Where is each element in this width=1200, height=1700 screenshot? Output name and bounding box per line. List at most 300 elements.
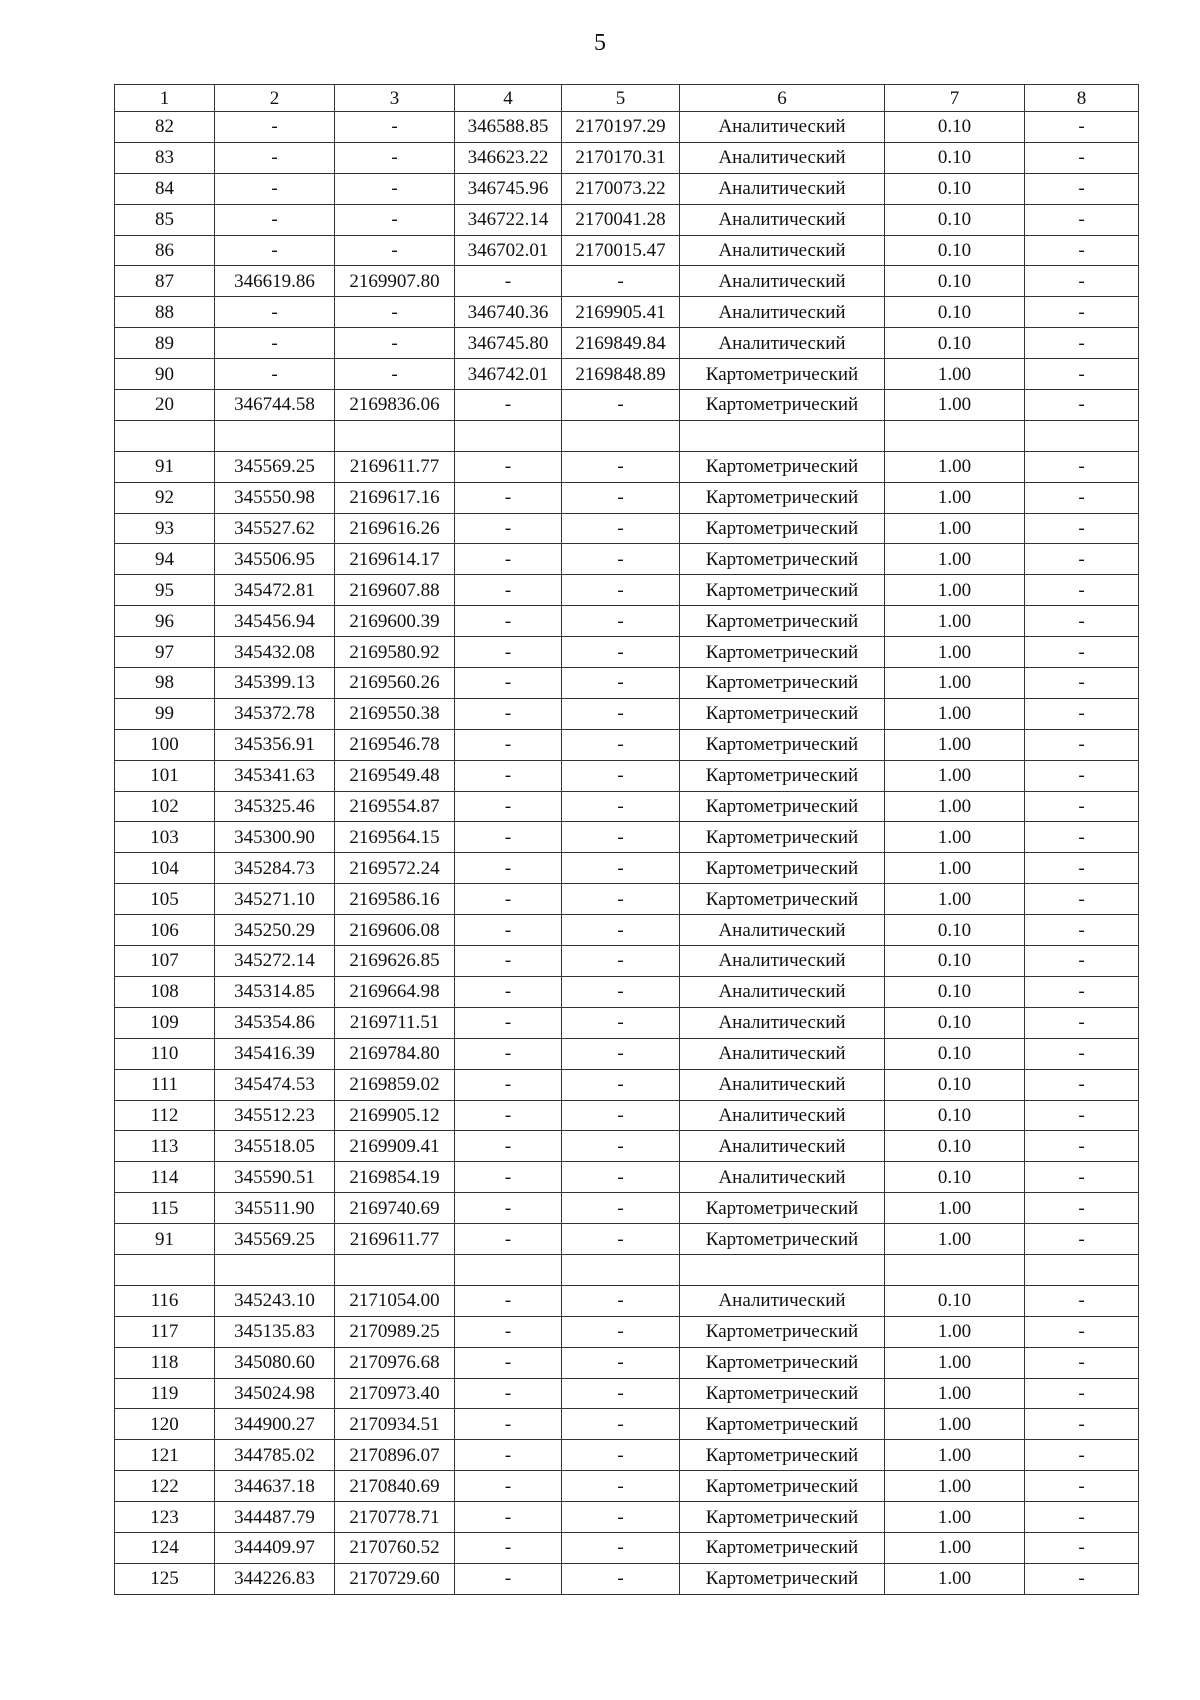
accuracy-cell: 1.00 xyxy=(885,668,1025,699)
note-cell: - xyxy=(1025,1378,1139,1409)
y-coord-cell: 2169554.87 xyxy=(335,791,455,822)
y-coord-alt-cell: - xyxy=(562,575,680,606)
accuracy-cell: 0.10 xyxy=(885,1069,1025,1100)
y-coord-alt-cell: - xyxy=(562,884,680,915)
y-coord-cell: 2169611.77 xyxy=(335,1224,455,1255)
y-coord-cell xyxy=(335,1254,455,1285)
accuracy-cell: 1.00 xyxy=(885,575,1025,606)
point-number-cell: 113 xyxy=(115,1131,215,1162)
x-coord-alt-cell: - xyxy=(455,606,562,637)
method-cell: Картометрический xyxy=(680,853,885,884)
note-cell: - xyxy=(1025,266,1139,297)
y-coord-alt-cell: - xyxy=(562,451,680,482)
point-number-cell xyxy=(115,420,215,451)
x-coord-alt-cell: 346745.96 xyxy=(455,173,562,204)
x-coord-alt-cell: - xyxy=(455,1347,562,1378)
y-coord-cell: 2169611.77 xyxy=(335,451,455,482)
x-coord-alt-cell: - xyxy=(455,513,562,544)
x-coord-alt-cell: - xyxy=(455,1409,562,1440)
table-row xyxy=(115,204,1139,235)
point-number-cell: 106 xyxy=(115,915,215,946)
y-coord-alt-cell: - xyxy=(562,1316,680,1347)
x-coord-cell xyxy=(215,1254,335,1285)
method-cell: Картометрический xyxy=(680,482,885,513)
y-coord-cell: 2169854.19 xyxy=(335,1162,455,1193)
y-coord-cell: 2169550.38 xyxy=(335,698,455,729)
method-cell: Аналитический xyxy=(680,1131,885,1162)
y-coord-alt-cell: 2170170.31 xyxy=(562,142,680,173)
point-number-cell: 125 xyxy=(115,1563,215,1594)
accuracy-cell: 1.00 xyxy=(885,1316,1025,1347)
y-coord-alt-cell: - xyxy=(562,390,680,421)
point-number-cell: 90 xyxy=(115,359,215,390)
point-number-cell: 115 xyxy=(115,1193,215,1224)
y-coord-alt-cell: - xyxy=(562,1532,680,1563)
point-number-cell: 20 xyxy=(115,390,215,421)
y-coord-cell: 2169616.26 xyxy=(335,513,455,544)
accuracy-cell: 0.10 xyxy=(885,204,1025,235)
x-coord-alt-cell: - xyxy=(455,1162,562,1193)
y-coord-alt-cell: - xyxy=(562,1347,680,1378)
method-cell: Аналитический xyxy=(680,173,885,204)
x-coord-alt-cell: - xyxy=(455,729,562,760)
accuracy-cell: 1.00 xyxy=(885,359,1025,390)
point-number-cell: 124 xyxy=(115,1532,215,1563)
method-cell: Картометрический xyxy=(680,698,885,729)
x-coord-cell: - xyxy=(215,204,335,235)
note-cell: - xyxy=(1025,946,1139,977)
method-cell: Аналитический xyxy=(680,1069,885,1100)
method-cell: Картометрический xyxy=(680,544,885,575)
y-coord-alt-cell: 2169905.41 xyxy=(562,297,680,328)
x-coord-alt-cell: - xyxy=(455,760,562,791)
table-body xyxy=(115,112,1139,1595)
method-cell: Аналитический xyxy=(680,1162,885,1193)
x-coord-alt-cell: 346623.22 xyxy=(455,142,562,173)
accuracy-cell: 0.10 xyxy=(885,915,1025,946)
table-row xyxy=(115,606,1139,637)
column-header-3: 3 xyxy=(335,85,455,112)
accuracy-cell: 1.00 xyxy=(885,606,1025,637)
y-coord-cell: - xyxy=(335,204,455,235)
point-number-cell xyxy=(115,1254,215,1285)
method-cell: Картометрический xyxy=(680,884,885,915)
method-cell: Аналитический xyxy=(680,1285,885,1316)
note-cell: - xyxy=(1025,1502,1139,1533)
y-coord-alt-cell: 2170015.47 xyxy=(562,235,680,266)
point-number-cell: 94 xyxy=(115,544,215,575)
method-cell: Аналитический xyxy=(680,204,885,235)
x-coord-cell: - xyxy=(215,235,335,266)
y-coord-cell: - xyxy=(335,112,455,143)
x-coord-cell: 345432.08 xyxy=(215,637,335,668)
x-coord-alt-cell: 346745.80 xyxy=(455,328,562,359)
point-number-cell: 111 xyxy=(115,1069,215,1100)
accuracy-cell: 0.10 xyxy=(885,1007,1025,1038)
table-row xyxy=(115,235,1139,266)
point-number-cell: 103 xyxy=(115,822,215,853)
note-cell xyxy=(1025,420,1139,451)
method-cell: Аналитический xyxy=(680,266,885,297)
accuracy-cell: 0.10 xyxy=(885,112,1025,143)
x-coord-cell: 345272.14 xyxy=(215,946,335,977)
point-number-cell: 121 xyxy=(115,1440,215,1471)
point-number-cell: 99 xyxy=(115,698,215,729)
x-coord-cell: 345550.98 xyxy=(215,482,335,513)
point-number-cell: 108 xyxy=(115,976,215,1007)
table-row xyxy=(115,976,1139,1007)
accuracy-cell: 0.10 xyxy=(885,946,1025,977)
y-coord-alt-cell: - xyxy=(562,1193,680,1224)
x-coord-alt-cell: - xyxy=(455,1038,562,1069)
y-coord-cell: 2170760.52 xyxy=(335,1532,455,1563)
point-number-cell: 116 xyxy=(115,1285,215,1316)
point-number-cell: 123 xyxy=(115,1502,215,1533)
table-row xyxy=(115,760,1139,791)
note-cell: - xyxy=(1025,915,1139,946)
accuracy-cell: 1.00 xyxy=(885,637,1025,668)
note-cell: - xyxy=(1025,112,1139,143)
method-cell: Картометрический xyxy=(680,1532,885,1563)
x-coord-alt-cell: 346722.14 xyxy=(455,204,562,235)
note-cell: - xyxy=(1025,822,1139,853)
note-cell: - xyxy=(1025,575,1139,606)
x-coord-alt-cell: - xyxy=(455,637,562,668)
note-cell: - xyxy=(1025,297,1139,328)
note-cell: - xyxy=(1025,791,1139,822)
accuracy-cell: 1.00 xyxy=(885,451,1025,482)
note-cell: - xyxy=(1025,173,1139,204)
x-coord-cell: 345472.81 xyxy=(215,575,335,606)
table-row xyxy=(115,1100,1139,1131)
y-coord-cell: 2169711.51 xyxy=(335,1007,455,1038)
accuracy-cell: 1.00 xyxy=(885,1409,1025,1440)
point-number-cell: 100 xyxy=(115,729,215,760)
y-coord-alt-cell: - xyxy=(562,1069,680,1100)
table-row xyxy=(115,1471,1139,1502)
note-cell: - xyxy=(1025,142,1139,173)
accuracy-cell: 0.10 xyxy=(885,1131,1025,1162)
point-number-cell: 91 xyxy=(115,1224,215,1255)
note-cell: - xyxy=(1025,606,1139,637)
x-coord-cell: 345527.62 xyxy=(215,513,335,544)
x-coord-cell: 345325.46 xyxy=(215,791,335,822)
note-cell: - xyxy=(1025,853,1139,884)
accuracy-cell: 1.00 xyxy=(885,729,1025,760)
table-row xyxy=(115,884,1139,915)
note-cell: - xyxy=(1025,668,1139,699)
x-coord-cell: 344637.18 xyxy=(215,1471,335,1502)
y-coord-cell: 2169617.16 xyxy=(335,482,455,513)
point-number-cell: 105 xyxy=(115,884,215,915)
note-cell: - xyxy=(1025,390,1139,421)
table-row xyxy=(115,1378,1139,1409)
method-cell: Картометрический xyxy=(680,1440,885,1471)
x-coord-cell: 345250.29 xyxy=(215,915,335,946)
y-coord-cell: 2169560.26 xyxy=(335,668,455,699)
y-coord-alt-cell xyxy=(562,1254,680,1285)
method-cell: Картометрический xyxy=(680,760,885,791)
point-number-cell: 91 xyxy=(115,451,215,482)
note-cell: - xyxy=(1025,1316,1139,1347)
point-number-cell: 109 xyxy=(115,1007,215,1038)
method-cell: Аналитический xyxy=(680,1100,885,1131)
table-row xyxy=(115,1131,1139,1162)
x-coord-alt-cell: - xyxy=(455,1131,562,1162)
table-row xyxy=(115,1440,1139,1471)
accuracy-cell: 1.00 xyxy=(885,760,1025,791)
y-coord-cell: 2169606.08 xyxy=(335,915,455,946)
table-row xyxy=(115,915,1139,946)
x-coord-alt-cell: - xyxy=(455,853,562,884)
x-coord-cell: 346619.86 xyxy=(215,266,335,297)
x-coord-cell: 344409.97 xyxy=(215,1532,335,1563)
accuracy-cell: 1.00 xyxy=(885,513,1025,544)
y-coord-alt-cell: - xyxy=(562,1471,680,1502)
method-cell: Картометрический xyxy=(680,1378,885,1409)
x-coord-cell: 345372.78 xyxy=(215,698,335,729)
x-coord-alt-cell: - xyxy=(455,946,562,977)
y-coord-alt-cell: - xyxy=(562,1378,680,1409)
note-cell: - xyxy=(1025,1007,1139,1038)
x-coord-alt-cell: - xyxy=(455,668,562,699)
table-row xyxy=(115,390,1139,421)
table-row xyxy=(115,1007,1139,1038)
y-coord-cell: 2170840.69 xyxy=(335,1471,455,1502)
accuracy-cell: 1.00 xyxy=(885,390,1025,421)
note-cell: - xyxy=(1025,1162,1139,1193)
method-cell: Аналитический xyxy=(680,328,885,359)
method-cell: Аналитический xyxy=(680,1038,885,1069)
x-coord-cell: 345341.63 xyxy=(215,760,335,791)
y-coord-cell: 2169564.15 xyxy=(335,822,455,853)
x-coord-cell: - xyxy=(215,112,335,143)
note-cell: - xyxy=(1025,637,1139,668)
point-number-cell: 107 xyxy=(115,946,215,977)
method-cell: Аналитический xyxy=(680,297,885,328)
note-cell: - xyxy=(1025,451,1139,482)
x-coord-alt-cell: - xyxy=(455,390,562,421)
x-coord-alt-cell: - xyxy=(455,544,562,575)
x-coord-cell: 345271.10 xyxy=(215,884,335,915)
y-coord-alt-cell: - xyxy=(562,1162,680,1193)
x-coord-alt-cell: - xyxy=(455,266,562,297)
x-coord-alt-cell: - xyxy=(455,1471,562,1502)
note-cell: - xyxy=(1025,1100,1139,1131)
column-header-2: 2 xyxy=(215,85,335,112)
x-coord-alt-cell: - xyxy=(455,1193,562,1224)
y-coord-cell: 2169614.17 xyxy=(335,544,455,575)
y-coord-cell: 2169784.80 xyxy=(335,1038,455,1069)
note-cell: - xyxy=(1025,544,1139,575)
accuracy-cell: 1.00 xyxy=(885,1532,1025,1563)
table-row xyxy=(115,1038,1139,1069)
x-coord-cell: 345569.25 xyxy=(215,1224,335,1255)
x-coord-cell: - xyxy=(215,173,335,204)
x-coord-cell: 345456.94 xyxy=(215,606,335,637)
x-coord-cell: 345506.95 xyxy=(215,544,335,575)
y-coord-alt-cell: 2169848.89 xyxy=(562,359,680,390)
method-cell: Картометрический xyxy=(680,729,885,760)
accuracy-cell: 0.10 xyxy=(885,1285,1025,1316)
y-coord-cell: 2170778.71 xyxy=(335,1502,455,1533)
method-cell: Картометрический xyxy=(680,1193,885,1224)
x-coord-alt-cell: - xyxy=(455,976,562,1007)
coordinates-table xyxy=(114,84,1139,1595)
accuracy-cell xyxy=(885,420,1025,451)
accuracy-cell xyxy=(885,1254,1025,1285)
note-cell: - xyxy=(1025,235,1139,266)
y-coord-cell: - xyxy=(335,142,455,173)
method-cell xyxy=(680,1254,885,1285)
accuracy-cell: 0.10 xyxy=(885,142,1025,173)
method-cell: Картометрический xyxy=(680,668,885,699)
note-cell: - xyxy=(1025,1409,1139,1440)
y-coord-alt-cell: - xyxy=(562,482,680,513)
table-row xyxy=(115,297,1139,328)
table-row xyxy=(115,729,1139,760)
y-coord-alt-cell: 2170197.29 xyxy=(562,112,680,143)
x-coord-alt-cell: - xyxy=(455,1532,562,1563)
y-coord-cell: 2169607.88 xyxy=(335,575,455,606)
note-cell: - xyxy=(1025,729,1139,760)
table-row xyxy=(115,173,1139,204)
table-row xyxy=(115,1502,1139,1533)
point-number-cell: 82 xyxy=(115,112,215,143)
note-cell: - xyxy=(1025,1532,1139,1563)
y-coord-alt-cell: - xyxy=(562,1007,680,1038)
y-coord-cell: 2169664.98 xyxy=(335,976,455,1007)
table-row xyxy=(115,142,1139,173)
method-cell: Аналитический xyxy=(680,1007,885,1038)
table-row xyxy=(115,112,1139,143)
y-coord-cell: 2170896.07 xyxy=(335,1440,455,1471)
accuracy-cell: 0.10 xyxy=(885,976,1025,1007)
y-coord-cell xyxy=(335,420,455,451)
x-coord-alt-cell xyxy=(455,1254,562,1285)
point-number-cell: 117 xyxy=(115,1316,215,1347)
y-coord-cell: - xyxy=(335,235,455,266)
x-coord-alt-cell: - xyxy=(455,1502,562,1533)
y-coord-alt-cell: - xyxy=(562,1100,680,1131)
x-coord-alt-cell: - xyxy=(455,482,562,513)
accuracy-cell: 1.00 xyxy=(885,822,1025,853)
table-row xyxy=(115,946,1139,977)
point-number-cell: 92 xyxy=(115,482,215,513)
y-coord-alt-cell: - xyxy=(562,1502,680,1533)
y-coord-alt-cell: - xyxy=(562,1131,680,1162)
table-row xyxy=(115,698,1139,729)
x-coord-cell: 345474.53 xyxy=(215,1069,335,1100)
x-coord-cell: - xyxy=(215,297,335,328)
note-cell: - xyxy=(1025,204,1139,235)
x-coord-cell: 344226.83 xyxy=(215,1563,335,1594)
x-coord-alt-cell: - xyxy=(455,1224,562,1255)
x-coord-alt-cell: - xyxy=(455,1316,562,1347)
x-coord-cell: 345512.23 xyxy=(215,1100,335,1131)
y-coord-alt-cell: - xyxy=(562,853,680,884)
y-coord-cell: 2170973.40 xyxy=(335,1378,455,1409)
note-cell: - xyxy=(1025,884,1139,915)
method-cell: Аналитический xyxy=(680,976,885,1007)
table-row xyxy=(115,513,1139,544)
y-coord-alt-cell: - xyxy=(562,698,680,729)
y-coord-alt-cell: - xyxy=(562,976,680,1007)
note-cell: - xyxy=(1025,1224,1139,1255)
accuracy-cell: 1.00 xyxy=(885,482,1025,513)
table-row xyxy=(115,668,1139,699)
x-coord-alt-cell: - xyxy=(455,791,562,822)
point-number-cell: 101 xyxy=(115,760,215,791)
point-number-cell: 83 xyxy=(115,142,215,173)
y-coord-cell: 2169546.78 xyxy=(335,729,455,760)
note-cell: - xyxy=(1025,1069,1139,1100)
y-coord-cell: 2169580.92 xyxy=(335,637,455,668)
method-cell: Аналитический xyxy=(680,142,885,173)
x-coord-alt-cell: - xyxy=(455,915,562,946)
y-coord-alt-cell: - xyxy=(562,946,680,977)
table-row xyxy=(115,1563,1139,1594)
y-coord-cell: 2169907.80 xyxy=(335,266,455,297)
y-coord-alt-cell xyxy=(562,420,680,451)
method-cell: Картометрический xyxy=(680,1471,885,1502)
accuracy-cell: 1.00 xyxy=(885,544,1025,575)
column-header-7: 7 xyxy=(885,85,1025,112)
point-number-cell: 112 xyxy=(115,1100,215,1131)
y-coord-cell: - xyxy=(335,173,455,204)
accuracy-cell: 0.10 xyxy=(885,328,1025,359)
table-row xyxy=(115,544,1139,575)
table-row xyxy=(115,1347,1139,1378)
accuracy-cell: 0.10 xyxy=(885,297,1025,328)
table-separator-row xyxy=(115,1254,1139,1285)
accuracy-cell: 1.00 xyxy=(885,1440,1025,1471)
table-row xyxy=(115,266,1139,297)
x-coord-cell: 344487.79 xyxy=(215,1502,335,1533)
x-coord-cell: 344900.27 xyxy=(215,1409,335,1440)
accuracy-cell: 1.00 xyxy=(885,1378,1025,1409)
y-coord-cell: 2170976.68 xyxy=(335,1347,455,1378)
point-number-cell: 118 xyxy=(115,1347,215,1378)
accuracy-cell: 1.00 xyxy=(885,698,1025,729)
x-coord-cell: 344785.02 xyxy=(215,1440,335,1471)
method-cell: Аналитический xyxy=(680,915,885,946)
table-separator-row xyxy=(115,420,1139,451)
table-row xyxy=(115,637,1139,668)
accuracy-cell: 0.10 xyxy=(885,235,1025,266)
accuracy-cell: 0.10 xyxy=(885,266,1025,297)
y-coord-alt-cell: - xyxy=(562,513,680,544)
point-number-cell: 110 xyxy=(115,1038,215,1069)
note-cell: - xyxy=(1025,698,1139,729)
x-coord-alt-cell: - xyxy=(455,1069,562,1100)
method-cell: Аналитический xyxy=(680,946,885,977)
y-coord-alt-cell: - xyxy=(562,1285,680,1316)
x-coord-cell: 345356.91 xyxy=(215,729,335,760)
note-cell: - xyxy=(1025,1347,1139,1378)
x-coord-cell: 345080.60 xyxy=(215,1347,335,1378)
y-coord-cell: 2170729.60 xyxy=(335,1563,455,1594)
accuracy-cell: 1.00 xyxy=(885,791,1025,822)
y-coord-alt-cell: - xyxy=(562,1038,680,1069)
y-coord-cell: - xyxy=(335,297,455,328)
point-number-cell: 95 xyxy=(115,575,215,606)
x-coord-cell: 345135.83 xyxy=(215,1316,335,1347)
point-number-cell: 84 xyxy=(115,173,215,204)
table-row xyxy=(115,1162,1139,1193)
accuracy-cell: 1.00 xyxy=(885,1563,1025,1594)
accuracy-cell: 0.10 xyxy=(885,173,1025,204)
